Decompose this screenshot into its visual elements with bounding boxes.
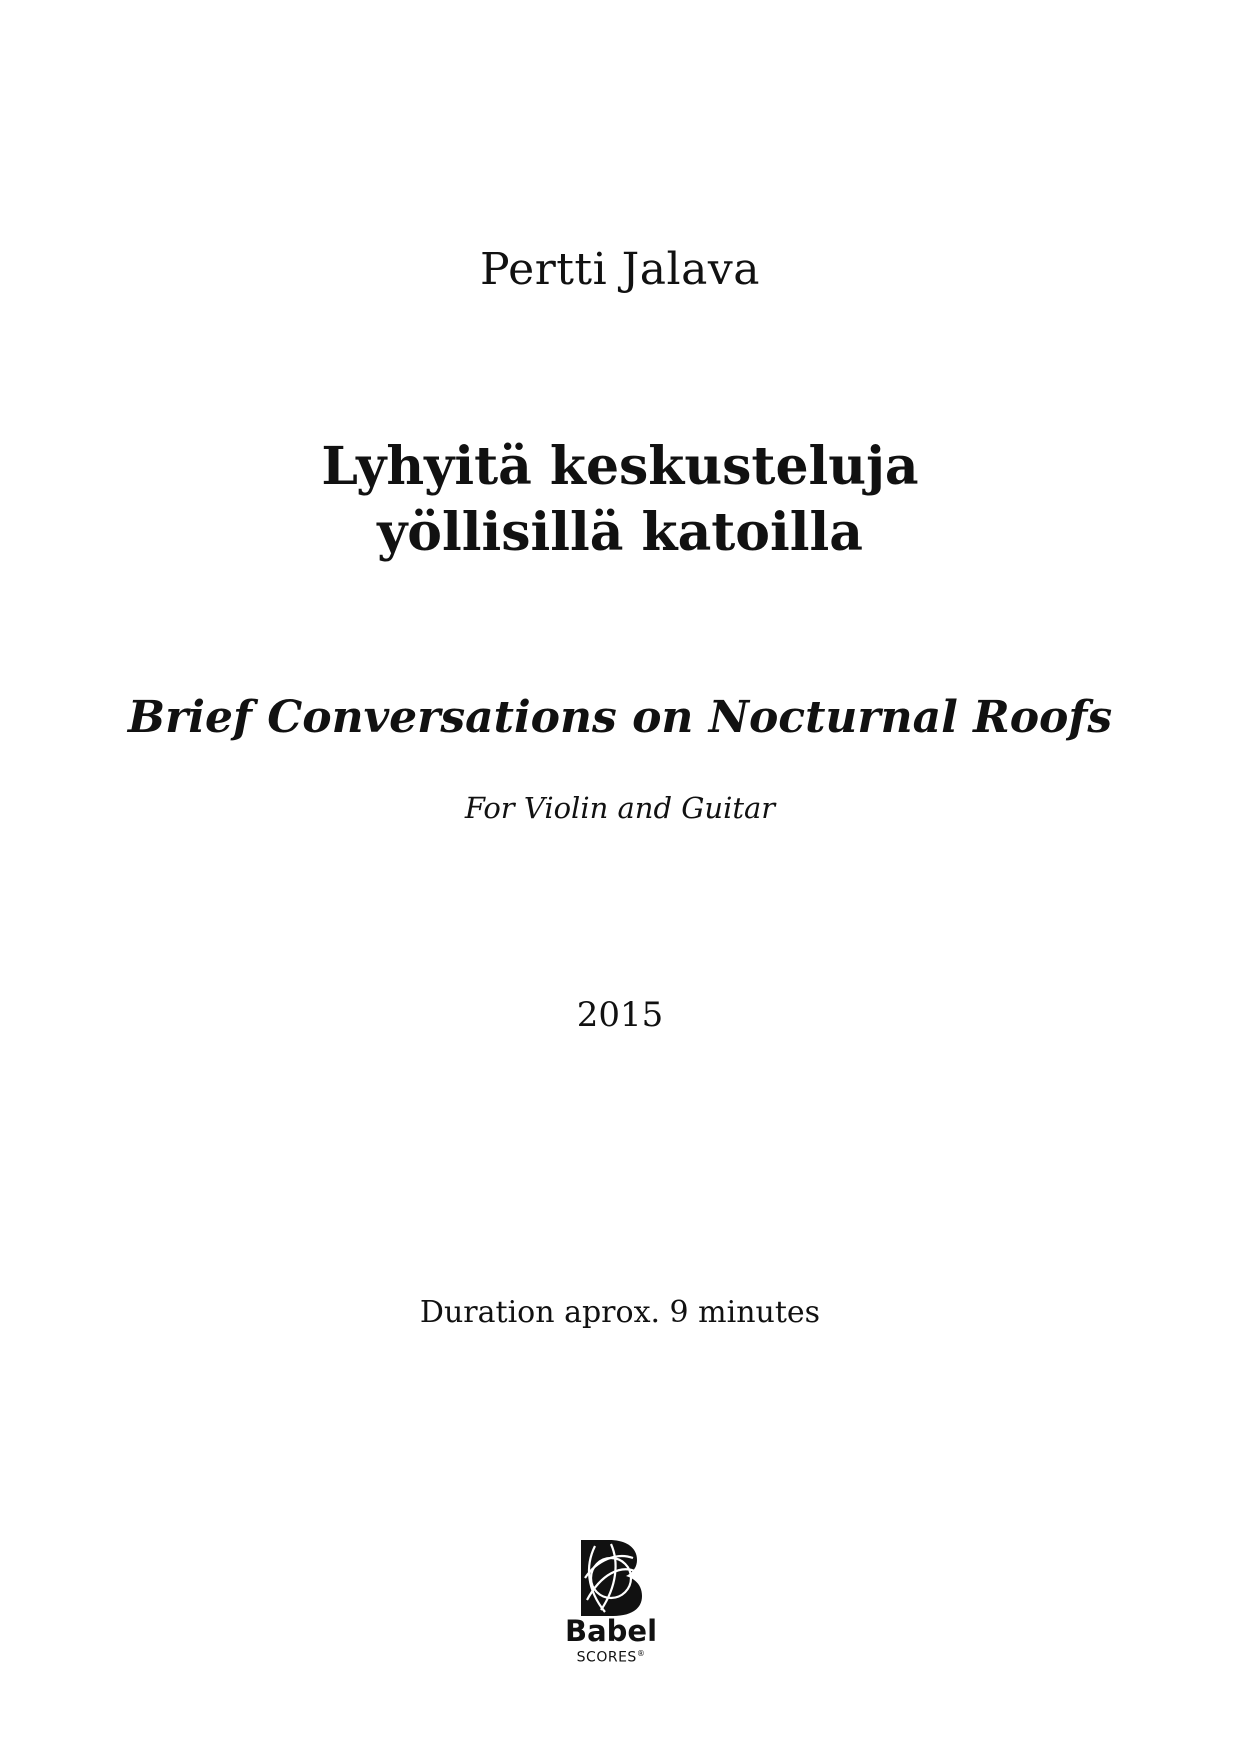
title-line-1: Lyhyitä keskusteluja: [321, 436, 919, 497]
babel-scores-logo-icon: [575, 1538, 646, 1618]
english-subtitle: Brief Conversations on Nocturnal Roofs: [127, 692, 1113, 743]
publisher-sub: [556, 1646, 666, 1666]
publisher-name: Babel: [564, 1614, 658, 1648]
composition-year: 2015: [576, 995, 664, 1035]
instrumentation: For Violin and Guitar: [464, 791, 776, 825]
registered-mark: ®: [636, 1649, 646, 1658]
duration: Duration aprox. 9 minutes: [419, 1295, 821, 1330]
publisher-logo: [556, 1538, 666, 1666]
publisher-sub-text: SCORES: [576, 1649, 637, 1666]
composer-name: Pertti Jalava: [480, 244, 760, 295]
title-line-2: yöllisillä katoilla: [377, 502, 863, 563]
